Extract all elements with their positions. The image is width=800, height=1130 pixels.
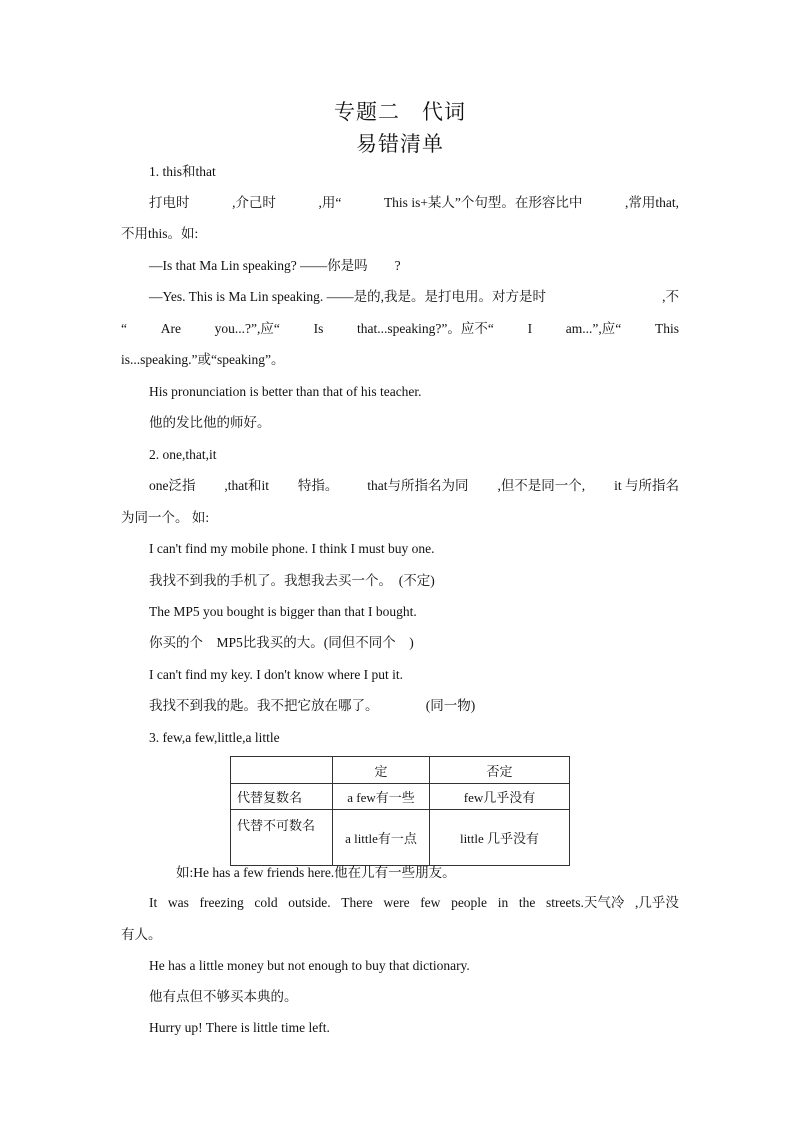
text-segment: am...”,应“	[565, 321, 622, 336]
table-cell: 否定	[430, 757, 570, 784]
text-segment: outside.	[288, 895, 331, 910]
text-segment: “	[121, 321, 127, 336]
text-segment: I	[527, 321, 533, 336]
text-segment: ,that和it	[224, 478, 270, 493]
text-segment: ,但不是同一个,	[497, 478, 586, 493]
table-cell: a few有一些	[333, 784, 430, 810]
text-segment: you...?”,应“	[214, 321, 280, 336]
text-segment: was	[167, 895, 189, 910]
text-segment: ,几乎没	[634, 895, 679, 910]
page-subtitle: 易错清单	[356, 132, 444, 156]
example-line: Hurry up! There is little time left.	[149, 1020, 330, 1035]
example-line: 你买的个 MP5比我买的大。(同但不同个 )	[149, 635, 414, 650]
example-line: 如:He has a few friends here.他在儿有一些朋友。	[176, 865, 456, 880]
text-segment: that...speaking?”。应不“	[357, 321, 494, 336]
example-line: I can't find my mobile phone. I think I must buy one.	[149, 541, 435, 556]
text-segment: ,不	[662, 289, 679, 304]
table-header-row	[231, 757, 570, 784]
text-segment: There	[341, 895, 373, 910]
few-little-table	[230, 756, 570, 866]
table-cell	[231, 757, 333, 784]
text-segment: ,常用that,	[625, 195, 679, 210]
text-segment: It	[149, 895, 158, 910]
paragraph-line: 有人。	[121, 927, 162, 942]
text-segment: that与所指名为同	[367, 478, 469, 493]
text-segment: streets.天气冷	[545, 895, 625, 910]
text-segment: Is	[313, 321, 324, 336]
text-segment: were	[383, 895, 410, 910]
text-segment: This	[654, 321, 679, 336]
text-segment: cold	[254, 895, 278, 910]
paragraph-line	[149, 477, 679, 495]
table-cell: 代替复数名	[231, 784, 333, 810]
section-heading-2: 2. one,that,it	[149, 447, 217, 462]
text-segment: the	[518, 895, 536, 910]
text-segment: 打电时	[149, 195, 190, 210]
text-segment: Are	[160, 321, 181, 336]
page-title: 专题二 代词	[334, 100, 466, 124]
paragraph-line: is...speaking.”或“speaking”。	[121, 352, 285, 367]
table-row	[231, 784, 570, 810]
table-cell: little 几乎没有	[430, 810, 570, 866]
text-segment: 特指。	[297, 478, 339, 493]
paragraph-line	[121, 320, 679, 338]
text-segment: few	[420, 895, 441, 910]
example-line: 他有点但不够买本典的。	[149, 989, 298, 1004]
paragraph-line: 不用this。如:	[121, 226, 199, 241]
example-line: 我找不到我的手机了。我想我去买一个。 (不定)	[149, 573, 435, 588]
paragraph-line	[149, 194, 679, 212]
example-line: 他的发比他的师好。	[149, 415, 271, 430]
example-line: 我找不到我的匙。我不把它放在哪了。 (同一物)	[149, 698, 476, 713]
section-heading-1: 1. this和that	[149, 164, 216, 179]
text-segment: ,介己时	[232, 195, 276, 210]
text-segment: —Yes. This is Ma Lin speaking. ——是的,我是。是打电用。对方是时	[149, 289, 547, 304]
text-segment: it 与所指名	[614, 478, 679, 493]
example-line: His pronunciation is better than that of his teacher.	[149, 384, 422, 399]
paragraph-line	[149, 894, 679, 912]
section-heading-3: 3. few,a few,little,a little	[149, 730, 280, 745]
table-cell: a little有一点	[333, 810, 430, 866]
text-segment: ,用“	[318, 195, 342, 210]
example-line: —Is that Ma Lin speaking? ——你是吗 ?	[149, 258, 401, 273]
text-segment: This is+某人”个句型。在形容比中	[383, 195, 583, 210]
table-row	[231, 810, 570, 866]
example-line: I can't find my key. I don't know where I put it.	[149, 667, 404, 682]
text-segment: one泛指	[149, 478, 196, 493]
paragraph-line	[149, 288, 679, 306]
example-line: He has a little money but not enough to buy that dictionary.	[149, 958, 470, 973]
text-segment: freezing	[199, 895, 244, 910]
text-segment: people	[451, 895, 488, 910]
table-cell: 代替不可数名	[231, 810, 333, 866]
table-cell: few几乎没有	[430, 784, 570, 810]
paragraph-line: 为同一个。 如:	[121, 510, 210, 525]
table-cell: 定	[333, 757, 430, 784]
text-segment: in	[497, 895, 509, 910]
example-line: The MP5 you bought is bigger than that I bought.	[149, 604, 417, 619]
